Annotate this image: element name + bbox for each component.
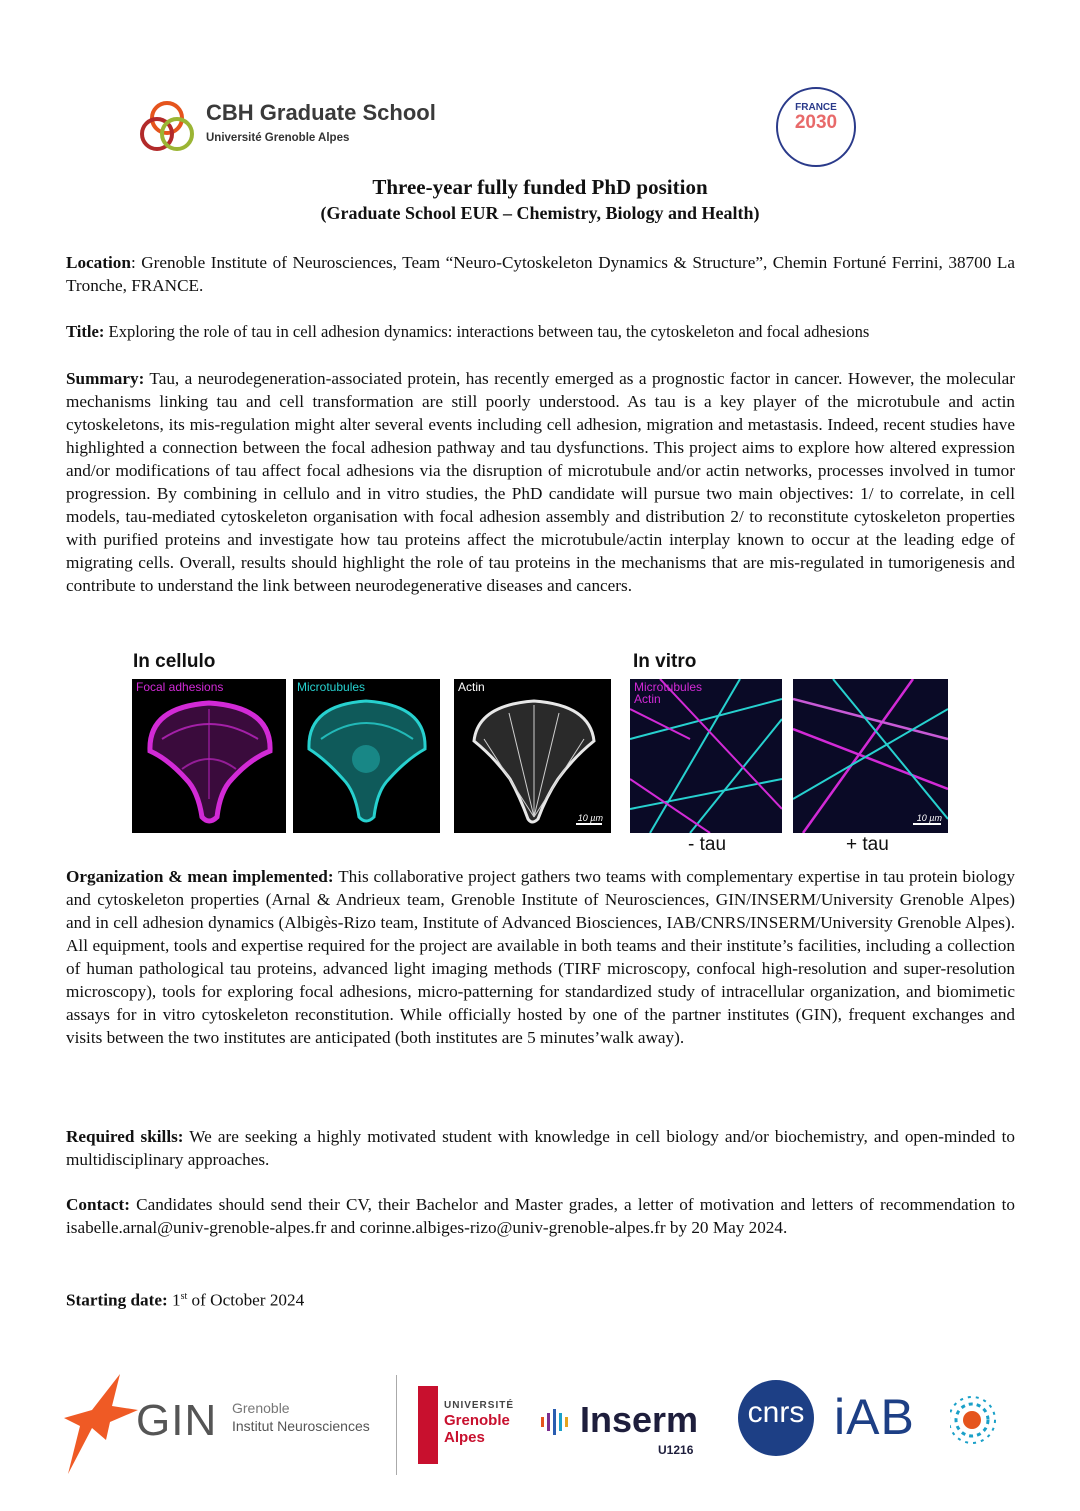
- iab-rings-icon: [950, 1392, 1000, 1448]
- location-label: Location: [66, 253, 131, 272]
- inserm-unit: U1216: [658, 1443, 694, 1457]
- gin-line2: Institut Neurosciences: [232, 1418, 370, 1434]
- starting-rest: of October 2024: [187, 1290, 305, 1310]
- skills-paragraph: [66, 1125, 1015, 1171]
- gin-letters: GIN: [136, 1396, 218, 1445]
- uga-line1: UNIVERSITÉ: [444, 1400, 515, 1411]
- cbh-knot-icon: [136, 96, 198, 156]
- vitro-plus-image: [793, 679, 948, 833]
- uga-line2: Grenoble: [444, 1412, 510, 1429]
- organization-label: Organization & mean implemented:: [66, 867, 334, 886]
- summary-text: Tau, a neurodegeneration-associated protein, has recently emerged as a prognostic factor in cancer. However, the molecular mechanisms linking tau and cell transformation are still poorly understood. As tau is a key player of the microtubule and actin cytoskeletons, its mis-regulation might alter several events including cell adhesion, migration and metastasis. Indeed, recent studies have highlighted a connection between the focal adhesion pathway and tau dysfunctions. This project aims to explore how altered expression and/or modifications of tau affect focal adhesions via the disruption of microtubule and/or actin networks, processes involved in tumor progression. By combining in cellulo and in vitro studies, the PhD candidate will pursue two main objectives: 1/ to correlate, in cell models, tau-mediated cytoskeleton organisation with focal adhesion assembly and distribution 2/ to reconstitute cytoskeleton properties with purified proteins and investigate how tau proteins affect the microtubule/actin interplay known to occur at the leading edge of migrating cells. Overall, results should highlight the role of tau proteins in the mechanisms that are mis-regulated in tumorigenesis and contribute to understand the link between neurodegenerative diseases and cancers.: [66, 369, 1015, 595]
- figure-in-cellulo-title: In cellulo: [133, 651, 216, 672]
- inserm-text: Inserm: [580, 1399, 699, 1440]
- contact-label: Contact:: [66, 1195, 130, 1214]
- uga-line3: Alpes: [444, 1429, 485, 1446]
- gin-star-icon: [62, 1370, 142, 1480]
- actin-image: [454, 679, 611, 833]
- inserm-bars-icon: [540, 1409, 568, 1435]
- figure-panel-focal-adhesions: [132, 679, 286, 833]
- iab-text: iAB: [834, 1389, 915, 1445]
- skills-label: Required skills:: [66, 1127, 184, 1146]
- contact-text: Candidates should send their CV, their Bachelor and Master grades, a letter of motivation and letters of recommendation to isabelle.arnal@univ-grenoble-alpes.fr and corinne.albiges-rizo@univ-grenoble-alpes.fr by 20 May 2024.: [66, 1195, 1015, 1237]
- figure-panel-microtubules: [293, 679, 440, 833]
- figure-panel-vitro-minus-tau: [630, 679, 782, 833]
- condition-plus-tau: + tau: [846, 834, 889, 855]
- summary-label: Summary:: [66, 369, 145, 388]
- france-2030-badge: [776, 87, 856, 167]
- vitro-label-actin: Actin: [634, 692, 661, 706]
- page-title: Three-year fully funded PhD position: [372, 175, 708, 199]
- panel-label-actin: Actin: [458, 680, 485, 694]
- gin-line1: Grenoble: [232, 1400, 290, 1416]
- starting-paragraph: [66, 1285, 1015, 1312]
- organization-text: This collaborative project gathers two teams with complementary expertise in tau protein biology and cytoskeleton properties (Arnal & Andrieux team, Grenoble Institute of Neurosciences, GIN/INSERM/University Grenoble Alpes) and in cell adhesion dynamics (Albigès-Rizo team, Institute of Advanced Biosciences, IAB/CNRS/INSERM/University Grenoble Alpes). All equipment, tools and expertise required for the project are available in both teams and their institute’s facilities, including a collection of human pathological tau proteins, advanced light imaging methods (TIRF microscopy, confocal high-resolution and super-resolution microscopy), tools for exploring focal adhesions, micro-patterning for standardized study of intracellular organization, and biomimetic assays for in vitro cytoskeleton reconstitution. While officially hosted by one of the partner institutes (GIN), frequent exchanges and visits between the two institutes are anticipated (both institutes are 5 minutes’walk away).: [66, 867, 1015, 1047]
- cnrs-text: cnrs: [747, 1396, 805, 1429]
- cbh-logo: [136, 96, 466, 156]
- university-name: Université Grenoble Alpes: [206, 132, 350, 144]
- cnrs-logo: [738, 1380, 814, 1456]
- starting-sup: st: [180, 1291, 188, 1302]
- inserm-logo: [540, 1395, 720, 1465]
- uga-logo: [418, 1386, 528, 1466]
- focal-adhesions-image: [132, 679, 286, 833]
- figure-in-vitro-title: In vitro: [633, 651, 697, 672]
- microtubules-image: [293, 679, 440, 833]
- badge-year: 2030: [794, 112, 838, 133]
- title-text: Exploring the role of tau in cell adhesion dynamics: interactions between tau, the cytoskeleton and focal adhesions: [104, 322, 870, 341]
- location-paragraph: [66, 251, 1015, 297]
- scale-bar-label-1: 10 µm: [577, 813, 603, 823]
- footer-divider: [396, 1375, 397, 1475]
- gin-logo: [62, 1370, 382, 1480]
- starting-label: Starting date:: [66, 1290, 168, 1310]
- school-name: CBH Graduate School: [206, 100, 436, 125]
- figure-panel-actin: [454, 679, 611, 833]
- location-text: : Grenoble Institute of Neurosciences, Team “Neuro-Cytoskeleton Dynamics & Structure”, Chemin Fortuné Ferrini, 38700 La Tronche, FRANCE.: [66, 253, 1015, 295]
- iab-logo: [834, 1388, 1004, 1458]
- organization-paragraph: [66, 865, 1015, 1049]
- condition-minus-tau: - tau: [688, 834, 727, 855]
- vitro-label-microtubules: Microtubules: [634, 680, 703, 694]
- summary-paragraph: [66, 367, 1015, 597]
- contact-paragraph: [66, 1193, 1015, 1239]
- starting-day: 1: [167, 1290, 181, 1310]
- badge-france: FRANCE: [795, 102, 837, 113]
- panel-label-focal: Focal adhesions: [136, 680, 224, 694]
- panel-label-microtubules: Microtubules: [297, 680, 366, 694]
- scale-bar-label-2: 10 µm: [916, 813, 942, 823]
- figure-panel-vitro-plus-tau: [793, 679, 948, 833]
- skills-text: We are seeking a highly motivated student with knowledge in cell biology and/or biochemistry, and open-minded to multidisciplinary approaches.: [66, 1127, 1015, 1169]
- title-label: Title:: [66, 322, 105, 341]
- page-subtitle: (Graduate School EUR – Chemistry, Biology and Health): [320, 203, 760, 223]
- title-paragraph: [66, 320, 1015, 343]
- uga-mark-icon: [418, 1386, 438, 1464]
